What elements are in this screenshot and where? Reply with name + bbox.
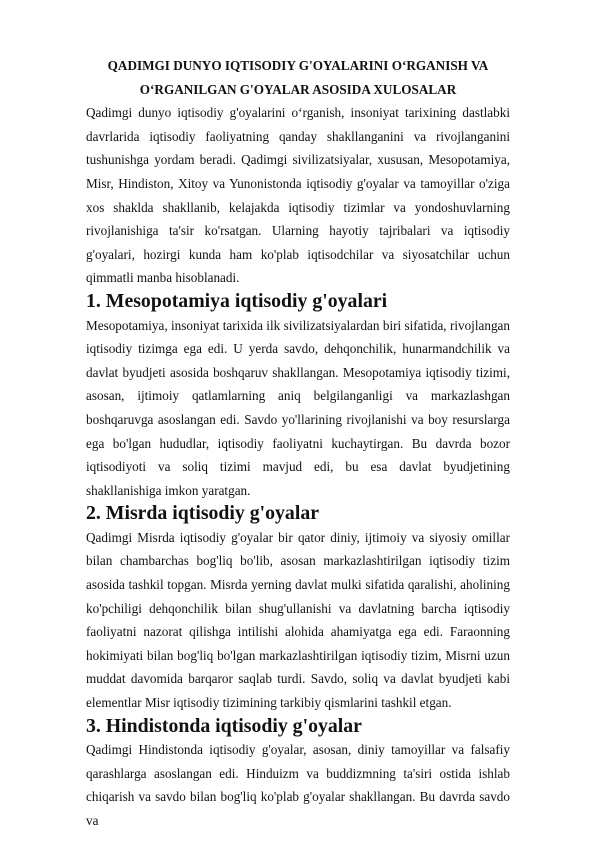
section-text-india: Qadimgi Hindistonda iqtisodiy g'oyalar, asosan, diniy tamoyillar va falsafiy qarashlarga asoslangan edi. Hinduizm va buddizmning ta'siri ostida ishlab chiqarish va savdo bilan bog'liq ko'plab g'oyalar shakllangan. Bu davrda savdo va [86, 742, 510, 828]
intro-paragraph: Qadimgi dunyo iqtisodiy g'oyalarini o‘rganish, insoniyat tarixining dastlabki davrlarida iqtisodiy faoliyatning qanday shakllanganini va rivojlanganini tushunishga yordam beradi. Qadimgi sivilizatsiyalar, xususan, Mesopotamiya, Misr, Hindiston, Xitoy va Yunonistonda iqtisodiy g'oyalar va tamoyillar o'ziga xos shaklda shakllanib, kelajakda iqtisodiy tizimlar va yondoshuvlarning rivojlanishiga ta'sir ko'rsatgan. Ularning hayotiy tajribalari va iqtisodiy g'oyalari, hozirgi kunda ham ko'plab iqtisodchilar va siyosatchilar uchun qimmatli manba hisoblanadi. [86, 105, 510, 286]
section-heading-egypt: 2. Misrda iqtisodiy g'oyalar [86, 502, 319, 525]
document-page [86, 54, 510, 833]
document-title [86, 54, 510, 101]
section-heading-mesopotamia: 1. Mesopotamiya iqtisodiy g'oyalari [86, 289, 388, 312]
title-line-2: O‘RGANILGAN G'OYALAR ASOSIDA XULOSALAR [139, 81, 457, 97]
section-text-mesopotamia: Mesopotamiya, insoniyat tarixida ilk sivilizatsiyalardan biri sifatida, rivojlangan iqtisodiy tizimga ega edi. U yerda savdo, dehqonchilik, hunarmandchilik va davlat byudjeti asosida boshqaruv shakllangan. Mesopotamiya iqtisodiy tizimi, asosan, ijtimoiy qatlamlarning aniq belgilanganligi va markazlashgan boshqaruvga asoslangan edi. Savdo yo'llarining rivojlanishi va boy resurslarga ega bo'lgan hududlar, iqtisodiy faoliyatni kuchaytirgan. Bu davrda bozor iqtisodiyoti va soliq tizimi mavjud edi, bu esa davlat byudjetining shakllanishiga imkon yaratgan. [86, 317, 510, 498]
title-line-1: QADIMGI DUNYO IQTISODIY G'OYALARINI O‘RGANISH VA [107, 58, 489, 73]
section-heading-india: 3. Hindistonda iqtisodiy g'oyalar [86, 714, 362, 737]
section-text-egypt: Qadimgi Misrda iqtisodiy g'oyalar bir qator diniy, ijtimoiy va siyosiy omillar bilan chambarchas bog'liq bo'lib, asosan markazlashtirilgan iqtisodiy tizim asosida tashkil topgan. Misrda yerning davlat mulki sifatida qaralishi, aholining ko'pchiligi dehqonchilik bilan shug'ullanishi va davlatning barcha iqtisodiy faoliyatni nazorat qilishga intilishi alohida ahamiyatga ega edi. Faraonning hokimiyati bilan bog'liq bo'lgan markazlashtirilgan iqtisodiy tizim, Misrni uzun muddat davomida barqaror saqlab turdi. Savdo, soliq va davlat byudjeti kabi elementlar Misr iqtisodiy tizimining tarkibiy qismlarini tashkil etgan. [86, 529, 510, 711]
